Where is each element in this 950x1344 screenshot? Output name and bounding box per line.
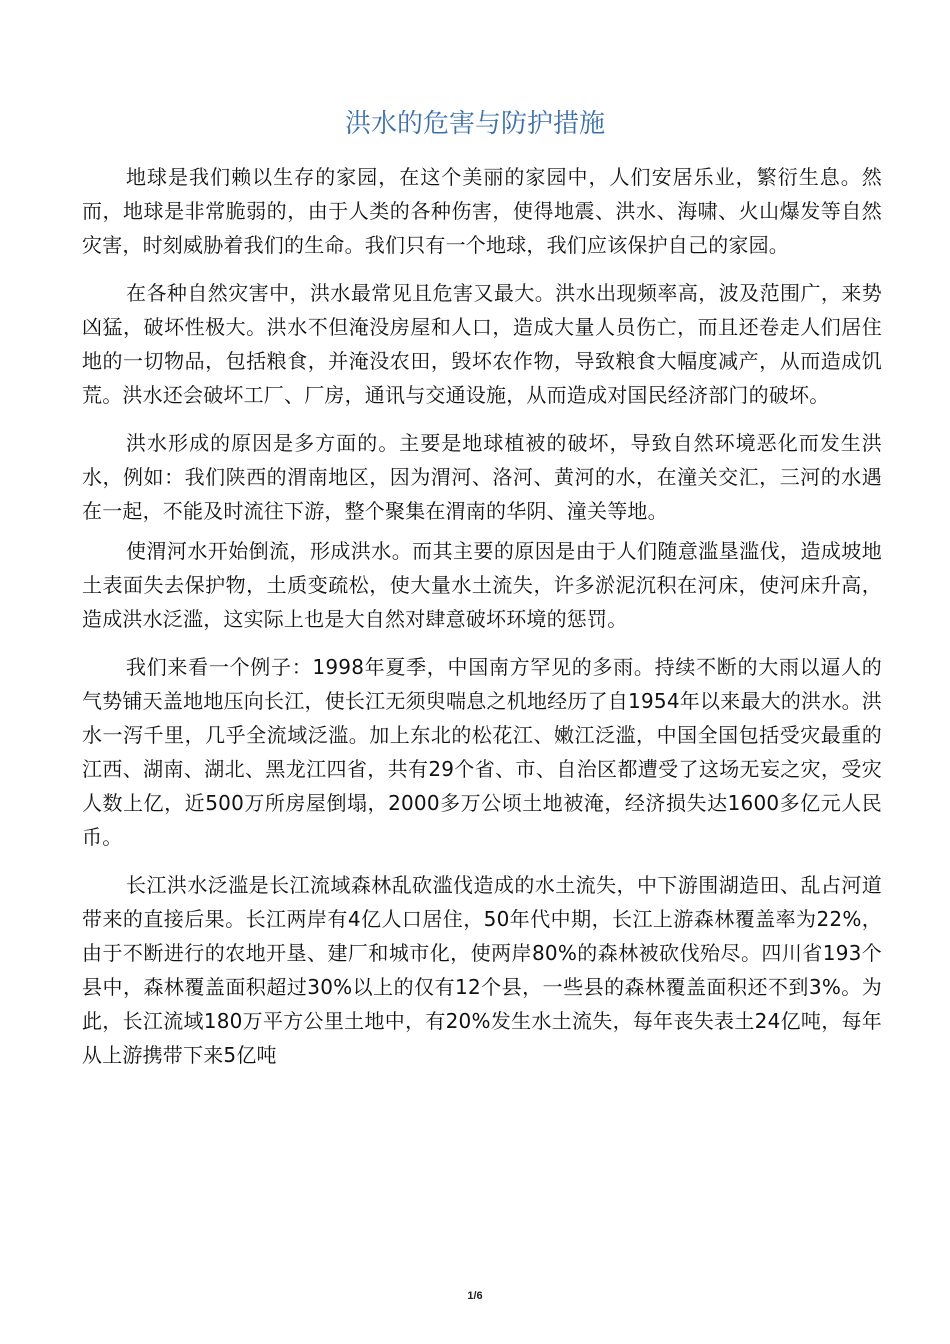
- paragraph-harm: 在各种自然灾害中，洪水最常见且危害又最大。洪水出现频率高，波及范围广，来势凶猛，破坏性极大。洪水不但淹没房屋和人口，造成大量人员伤亡，而且还卷走人们居住地的一切物品，包括粮食，并淹没农田，毁坏农作物，导致粮食大幅度减产，从而造成饥荒。洪水还会破坏工厂、厂房，通讯与交通设施，从而造成对国民经济部门的破坏。: [82, 281, 882, 407]
- paragraph-intro: 地球是我们赖以生存的家园，在这个美丽的家园中，人们安居乐业，繁衍生息。然而，地球是非常脆弱的，由于人类的各种伤害，使得地震、洪水、海啸、火山爆发等自然灾害，时刻威胁着我们的生命。我们只有一个地球，我们应该保护自己的家园。: [82, 165, 882, 257]
- document-body: [82, 160, 882, 1086]
- paragraph-example-1998: 我们来看一个例子：1998年夏季，中国南方罕见的多雨。持续不断的大雨以逼人的气势铺天盖地地压向长江，使长江无须臾喘息之机地经历了自1954年以来最大的洪水。洪水一泻千里，几乎全流域泛滥。加上东北的松花江、嫩江泛滥，中国全国包括受灾最重的江西、湖南、湖北、黑龙江四省，共有29个省、市、自治区都遭受了这场无妄之灾，受灾人数上亿，近500万所房屋倒塌，2000多万公顷土地被淹，经济损失达1600多亿元人民币。: [82, 655, 882, 849]
- paragraph-yangtze: 长江洪水泛滥是长江流域森林乱砍滥伐造成的水土流失，中下游围湖造田、乱占河道带来的直接后果。长江两岸有4亿人口居住，50年代中期，长江上游森林覆盖率为22%，由于不断进行的农地开垦、建厂和城市化，使两岸80%的森林被砍伐殆尽。四川省193个县中，森林覆盖面积超过30%以上的仅有12个县，一些县的森林覆盖面积还不到3%。为此，长江流域180万平方公里土地中，有20%发生水土流失，每年丧失表土24亿吨，每年从上游携带下来5亿吨: [82, 873, 882, 1067]
- paragraph-causes: 洪水形成的原因是多方面的。主要是地球植被的破坏，导致自然环境恶化而发生洪水，例如：我们陕西的渭南地区，因为渭河、洛河、黄河的水，在潼关交汇，三河的水遇在一起，不能及时流往下游，整个聚集在渭南的华阴、潼关等地。: [82, 431, 882, 523]
- page-number: 1/6: [467, 1290, 483, 1302]
- document-title: 洪水的危害与防护措施: [344, 109, 605, 139]
- paragraph-causes-continued: 使渭河水开始倒流，形成洪水。而其主要的原因是由于人们随意滥垦滥伐，造成坡地土表面失去保护物，土质变疏松，使大量水土流失，许多淤泥沉积在河床，使河床升高，造成洪水泛滥，这实际上也是大自然对肆意破坏环境的惩罚。: [82, 539, 882, 631]
